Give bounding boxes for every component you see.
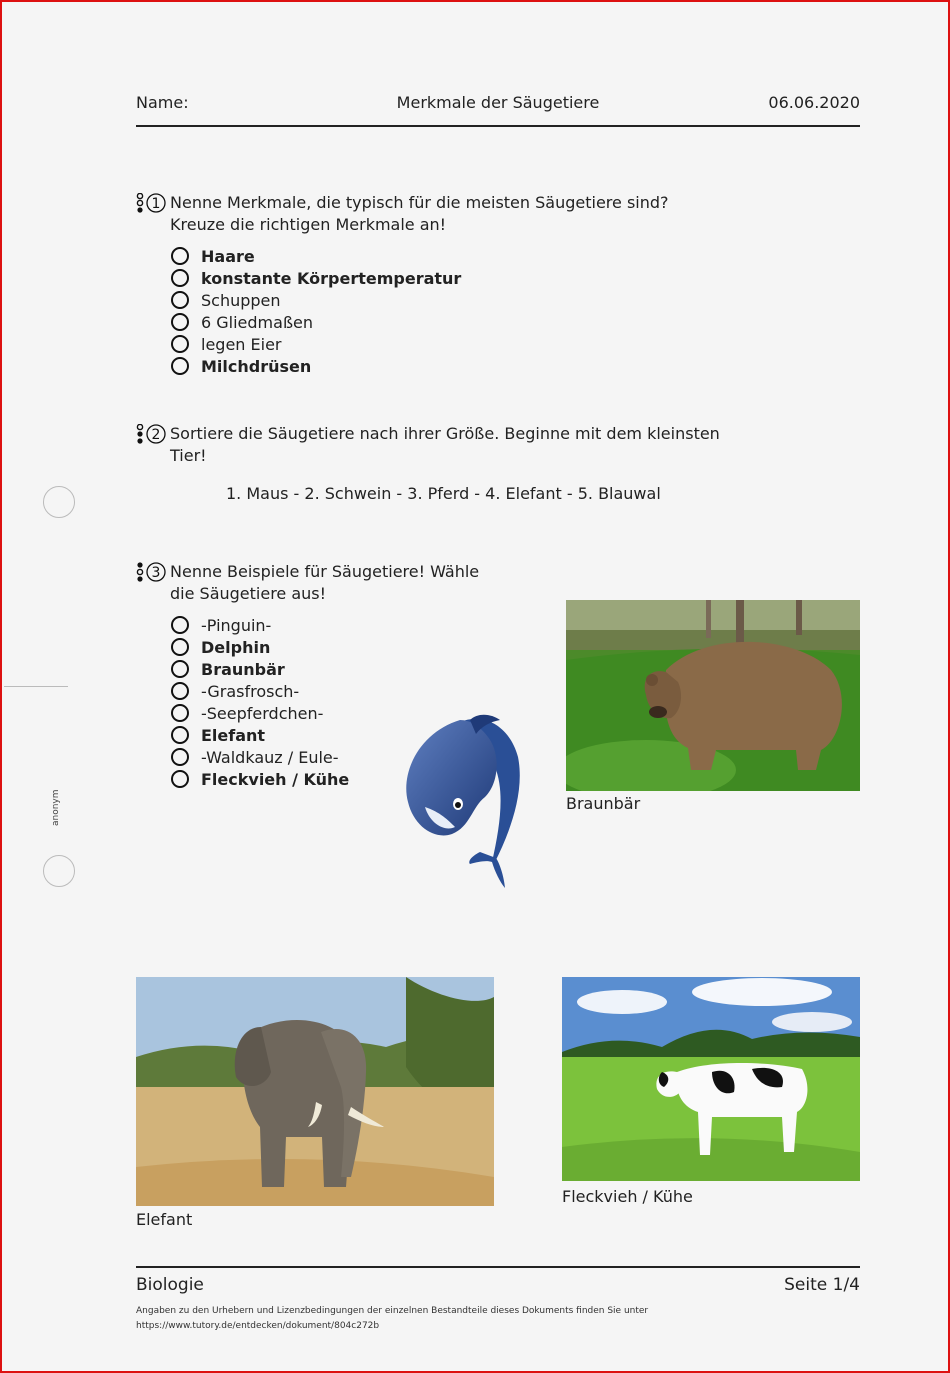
page-header (136, 93, 860, 115)
task-1-options (171, 245, 461, 377)
option-label: -Seepferdchen- (201, 703, 324, 723)
option-item[interactable] (171, 311, 461, 333)
task-2-line1: Sortiere die Säugetiere nach ihrer Größe. Beginne mit dem kleinsten (170, 424, 720, 443)
footer-subject: Biologie (136, 1275, 204, 1295)
task-number-icon (136, 424, 170, 446)
name-label: Name: (136, 93, 189, 112)
page-title: Merkmale der Säugetiere (396, 93, 600, 112)
radio-circle-icon[interactable] (171, 247, 189, 265)
radio-circle-icon[interactable] (171, 660, 189, 678)
option-label: -Waldkauz / Eule- (201, 747, 339, 767)
radio-circle-icon[interactable] (171, 616, 189, 634)
option-label: Delphin (201, 637, 271, 657)
option-label: Braunbär (201, 659, 285, 679)
radio-circle-icon[interactable] (171, 291, 189, 309)
radio-circle-icon[interactable] (171, 682, 189, 700)
task-1-line1: Nenne Merkmale, die typisch für die meisten Säugetiere sind? (170, 193, 669, 212)
option-label: Schuppen (201, 290, 281, 310)
task-3-line1: Nenne Beispiele für Säugetiere! Wähle (170, 562, 480, 581)
option-item[interactable] (171, 702, 349, 724)
footer-attribution (136, 1304, 648, 1334)
radio-circle-icon[interactable] (171, 313, 189, 331)
task-number: 1 (151, 196, 161, 212)
option-item[interactable] (171, 680, 349, 702)
option-item[interactable] (171, 614, 349, 636)
option-label: -Pinguin- (201, 615, 272, 635)
bear-caption: Braunbär (566, 794, 641, 813)
punch-hole-bottom (43, 855, 75, 887)
option-item[interactable] (171, 636, 349, 658)
footer-attribution-link[interactable]: https://www.tutory.de/entdecken/dokument/804c272b (136, 1321, 380, 1331)
radio-circle-icon[interactable] (171, 357, 189, 375)
task-number-icon (136, 193, 170, 215)
cow-caption: Fleckvieh / Kühe (562, 1187, 693, 1206)
anonymous-label: anonym (51, 789, 61, 826)
punch-hole-top (43, 486, 75, 518)
elephant-photo (136, 977, 494, 1206)
option-item[interactable] (171, 355, 461, 377)
option-item[interactable] (171, 245, 461, 267)
bear-photo (566, 600, 860, 791)
header-rule (136, 125, 860, 127)
task-1-line2: Kreuze die richtigen Merkmale an! (170, 215, 447, 234)
radio-circle-icon[interactable] (171, 726, 189, 744)
footer-rule (136, 1266, 860, 1268)
radio-circle-icon[interactable] (171, 770, 189, 788)
dolphin-illustration (400, 712, 530, 892)
radio-circle-icon[interactable] (171, 704, 189, 722)
fold-mark (4, 686, 68, 687)
cow-photo (562, 977, 860, 1181)
task-number: 3 (151, 565, 161, 581)
option-item[interactable] (171, 768, 349, 790)
task-3-options (171, 614, 349, 790)
option-label: 6 Gliedmaßen (201, 312, 314, 332)
radio-circle-icon[interactable] (171, 335, 189, 353)
option-item[interactable] (171, 267, 461, 289)
option-item[interactable] (171, 658, 349, 680)
option-label: Fleckvieh / Kühe (201, 769, 350, 789)
option-label: -Grasfrosch- (201, 681, 300, 701)
option-label: Elefant (201, 725, 266, 745)
option-item[interactable] (171, 724, 349, 746)
radio-circle-icon[interactable] (171, 748, 189, 766)
option-label: Haare (201, 246, 255, 266)
option-label: legen Eier (201, 334, 282, 354)
radio-circle-icon[interactable] (171, 638, 189, 656)
task-number-icon (136, 562, 170, 584)
option-item[interactable] (171, 746, 349, 768)
option-label: konstante Körpertemperatur (201, 268, 462, 288)
task-2-answer: 1. Maus - 2. Schwein - 3. Pferd - 4. Elefant - 5. Blauwal (226, 484, 661, 503)
option-item[interactable] (171, 333, 461, 355)
option-label: Milchdrüsen (201, 356, 312, 376)
elephant-caption: Elefant (136, 1210, 193, 1229)
page-date: 06.06.2020 (768, 93, 860, 112)
option-item[interactable] (171, 289, 461, 311)
task-number: 2 (151, 427, 161, 443)
task-3-line2: die Säugetiere aus! (170, 584, 327, 603)
footer-page-number: Seite 1/4 (784, 1275, 860, 1295)
footer-attribution-line1: Angaben zu den Urhebern und Lizenzbedingungen der einzelnen Bestandteile dieses Dokuments finden Sie unter (136, 1306, 649, 1316)
radio-circle-icon[interactable] (171, 269, 189, 287)
task-2-line2: Tier! (170, 446, 207, 465)
